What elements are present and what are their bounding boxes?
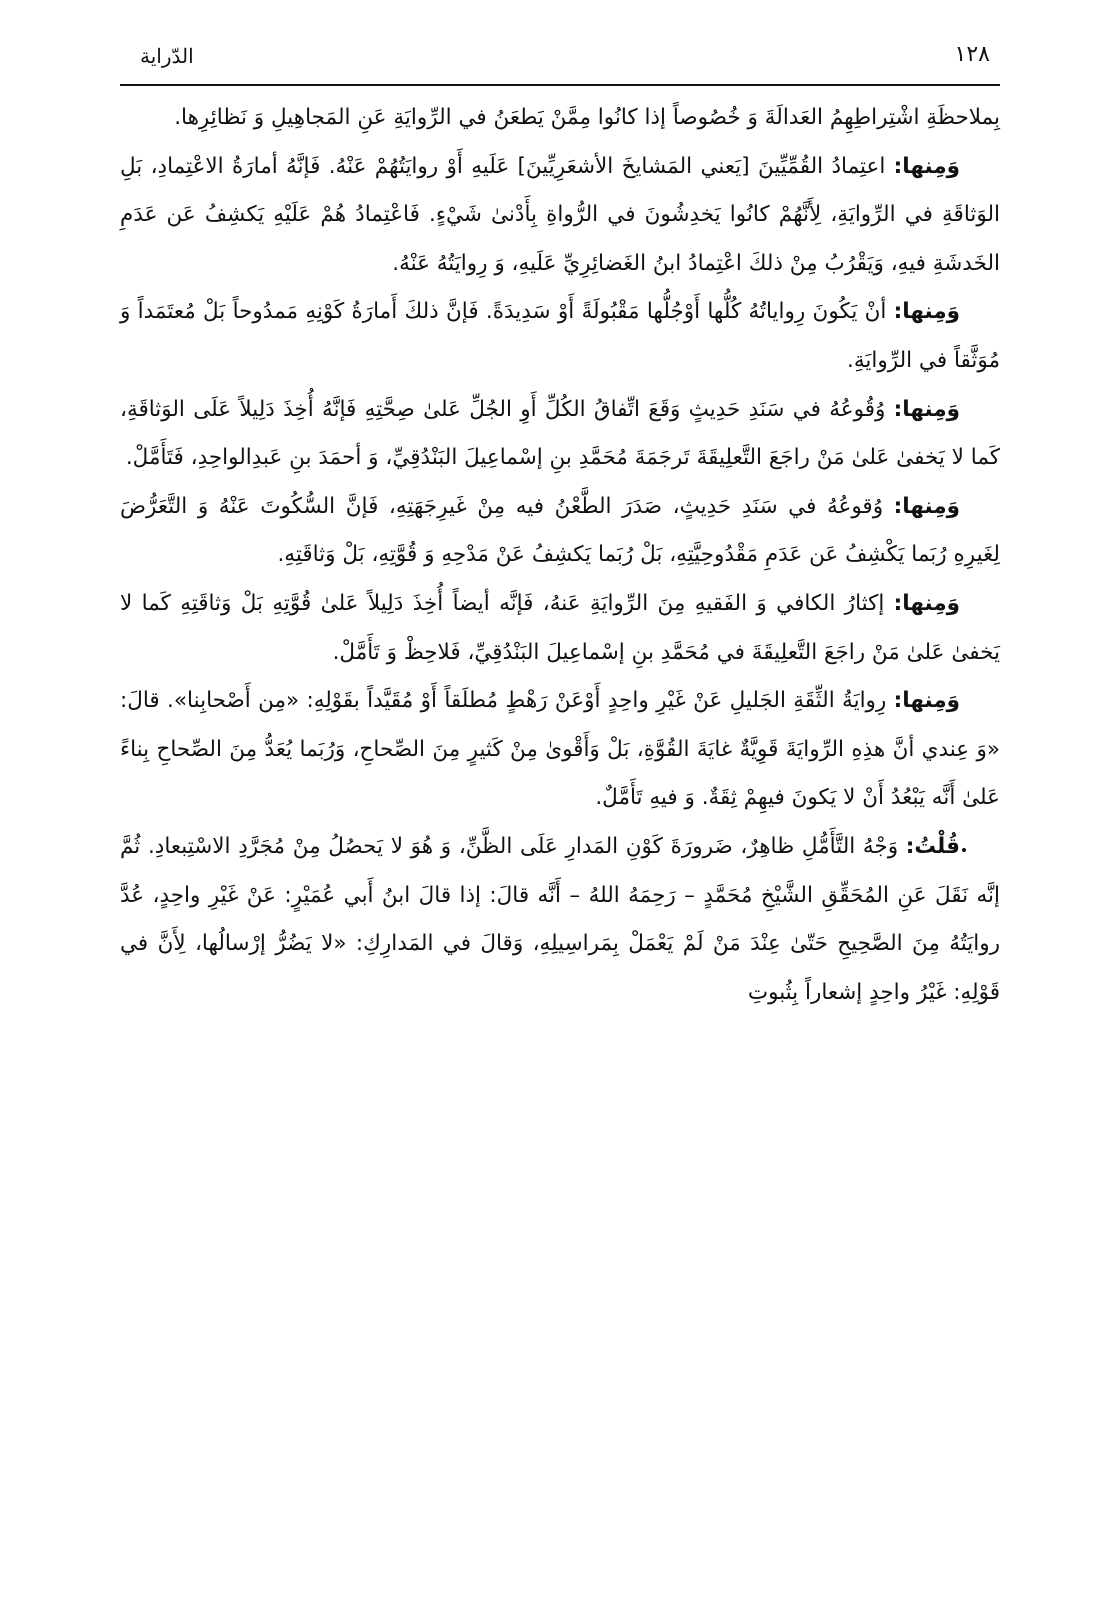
paragraph-2 xyxy=(120,143,1000,289)
paragraph-3-keyword: وَمِنها: xyxy=(893,299,960,325)
paragraph-7 xyxy=(120,677,1000,823)
stray-dot-mark xyxy=(962,848,966,852)
paragraph-1 xyxy=(120,94,1000,143)
paragraph-5-text: وُقوعُهُ في سَنَدِ حَدِيثٍ، صَدَرَ الطَّعْنُ فيه مِنْ غَيرِجَهَتِهِ، فَإنَّ السُّكُوتَ عَنْهُ وَ التَّعَرُّضَ لِغَيرِهِ رُبَما يَكْشِفُ عَن عَدَمِ مَقْدُوحِيَّتِهِ، بَلْ رُبَما يَكشِفُ عَنْ مَدْحِهِ وَ قُوَّتِهِ، بَلْ وَثاقَتِهِ. xyxy=(120,493,1000,568)
paragraph-7-text: رِوايَةُ الثِّقَةِ الجَليلِ عَنْ غَيْرِ واحِدٍ أَوْعَنْ رَهْطٍ مُطلَقاً أَوْ مُقَيَّداً بقَوْلِهِ: «مِن أَصْحابِنا». قالَ: «وَ عِندي أنَّ هذِهِ الرِّوايَةَ قَوِيَّةٌ غايَةَ القُوَّةِ، بَلْ وَأَقْوىٰ مِنْ كَثيرٍ مِنَ الصِّحاحِ، وَرُبَما يُعَدُّ مِنَ الصِّحاحِ بِناءً عَلىٰ أَنَّه يَبْعُدُ أَنْ لا يَكونَ فيهِمْ ثِقَةٌ. وَ فيهِ تَأَمَّلٌ. xyxy=(120,688,1000,811)
paragraph-8-text: وَجْهُ التَّأَمُّلِ ظاهِرٌ، ضَرورَةَ كَوْنِ المَدارِ عَلَى الظَّنِّ، وَ هُوَ لا يَحصُلُ مِنْ مُجَرَّدِ الاسْتِبعادِ. ثُمَّ إنَّه نَقَلَ عَنِ المُحَقِّقِ الشَّيْخِ مُحَمَّدٍ – رَحِمَهُ اللهُ – أَنَّه قالَ: إذا قالَ ابنُ أَبي عُمَيْرٍ: عَنْ غَيْرِ واحِدٍ، عُدَّ روايَتُهُ مِنَ الصَّحِيحِ حَتّىٰ عِنْدَ مَنْ لَمْ يَعْمَلْ بِمَراسِيلِهِ، وَقالَ في المَدارِكِ: «لا يَضُرُّ إرْسالُها، لِأَنَّ في قَوْلِهِ: غَيْرُ واحِدٍ إشعاراً بِثُبوتِ xyxy=(120,833,1000,1005)
book-page xyxy=(120,40,1000,1540)
paragraph-5-keyword: وَمِنها: xyxy=(893,493,960,519)
page-header xyxy=(120,40,1000,86)
paragraph-1-text: بِملاحظَةِ اشْتِراطِهِمُ العَدالَةَ وَ خُصُوصاً إذا كانُوا مِمَّنْ يَطعَنُ في الرِّوايَةِ عَنِ المَجاهِيلِ وَ نَظائِرِها. xyxy=(174,105,1000,130)
paragraph-8-keyword: قُلْتُ: xyxy=(905,833,960,859)
page-body xyxy=(120,94,1000,1017)
paragraph-4-keyword: وَمِنها: xyxy=(893,396,960,422)
paragraph-5 xyxy=(120,483,1000,580)
paragraph-4-text: وُقُوعُهُ في سَنَدِ حَدِيثٍ وَقَعَ اتِّفاقُ الكُلِّ أَوِ الجُلِّ عَلىٰ صِحَّتِهِ فَإنَّهُ أُخِذَ دَلِيلاً عَلَى الوَثاقَةِ، كَما لا يَخفىٰ عَلىٰ مَنْ راجَعَ التَّعلِيقَةَ تَرجَمَةَ مُحَمَّدِ بنِ إسْماعِيلَ البَنْدُقِيِّ، وَ أحمَدَ بنِ عَبدِالواحِدِ، فَتَأَمَّلْ. xyxy=(120,396,1000,471)
paragraph-3-text: أنْ يَكُونَ رِواياتُهُ كُلُّها أَوْجُلُّها مَقْبُولَةً أَوْ سَدِيدَةً. فَإنَّ ذلكَ أَمارَةُ كَوْنِهِ مَمدُوحاً بَلْ مُعتَمَداً وَ مُوَثَّقاً في الرِّوايَةِ. xyxy=(120,299,1000,373)
running-title: الدّراية xyxy=(140,44,194,68)
paragraph-3 xyxy=(120,288,1000,385)
paragraph-2-text: اعتِمادُ القُمِّيِّينَ [يَعني المَشايخَ الأشعَرِيِّينَ] عَلَيهِ أَوْ روايَتُهُمْ عَنْهُ. فَإنَّهُ أمارَةُ الاعْتِمادِ، بَلِ الوَثاقَةِ في الرِّوايَةِ، لِأَنَّهُمْ كانُوا يَخدِشُونَ في الرُّواةِ بِأَدْنىٰ شَيْءٍ. فَاعْتِمادُ هُمْ عَلَيْهِ يَكشِفُ عَن عَدَمِ الخَدشَةِ فيهِ، وَيَقْرُبُ مِنْ ذلكَ اعْتِمادُ ابنُ الغَضائِرِيِّ عَلَيهِ، وَ رِوايَتُهُ عَنْهُ. xyxy=(120,153,1000,276)
paragraph-4 xyxy=(120,386,1000,483)
paragraph-6-text: إكثارُ الكافي وَ الفَقيهِ مِنَ الرِّوايَةِ عَنهُ، فَإنَّه أيضاً أُخِذَ دَلِيلاً عَلىٰ قُوَّتِهِ بَلْ وَثاقَتِهِ كَما لا يَخفىٰ عَلىٰ مَنْ راجَعَ التَّعلِيقَةَ في مُحَمَّدِ بنِ إسْماعِيلَ البَنْدُقِيِّ، فَلاحِظْ وَ تَأَمَّلْ. xyxy=(120,590,1000,665)
paragraph-8 xyxy=(120,823,1000,1017)
page-number: ١٢٨ xyxy=(954,42,990,67)
paragraph-7-keyword: وَمِنها: xyxy=(893,688,960,714)
paragraph-2-keyword: وَمِنها: xyxy=(893,153,960,179)
paragraph-6-keyword: وَمِنها: xyxy=(893,590,960,616)
paragraph-6 xyxy=(120,580,1000,677)
